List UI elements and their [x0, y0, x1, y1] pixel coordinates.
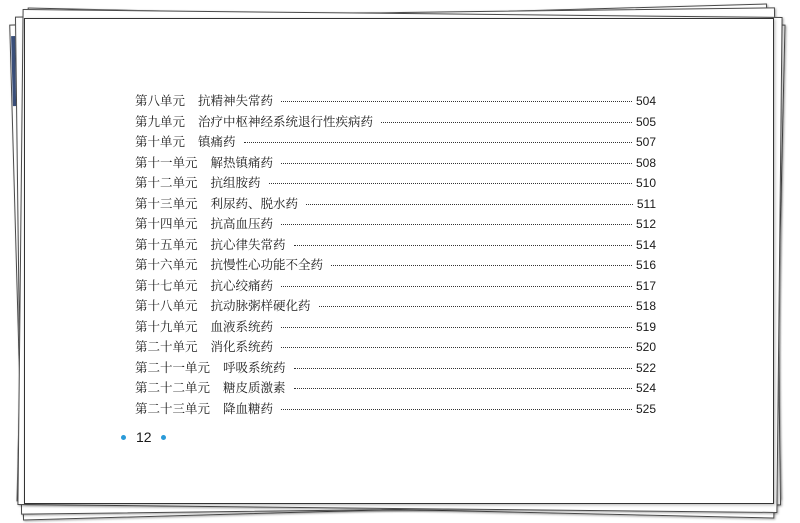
toc-entry[interactable] [135, 214, 656, 235]
toc-page-number: 505 [635, 114, 656, 129]
toc-dot-leader [244, 142, 632, 143]
toc-unit-label: 第十单元 [135, 134, 186, 149]
toc-unit-label: 第十九单元 [135, 318, 198, 334]
bullet-left-icon [121, 435, 126, 440]
toc-unit-label: 第十一单元 [135, 154, 198, 170]
toc-entry-title: 抗精神失常药 [198, 93, 274, 108]
toc-unit-label: 第二十三单元 [135, 400, 211, 416]
toc-entry[interactable] [135, 173, 656, 194]
toc-entry-title: 血液系统药 [210, 318, 274, 334]
toc-entry[interactable] [135, 194, 656, 215]
toc-unit-label: 第八单元 [135, 93, 186, 108]
toc-entry[interactable] [135, 132, 656, 153]
toc-unit-label: 第十八单元 [135, 298, 198, 313]
toc-entry[interactable] [135, 255, 656, 276]
toc-page-number: 504 [635, 94, 656, 108]
toc-unit-label: 第二十一单元 [135, 359, 211, 375]
toc-entry-title: 抗慢性心功能不全药 [210, 257, 324, 272]
toc-page-number: 510 [635, 176, 656, 190]
toc-entry-title: 降血糖药 [223, 400, 274, 416]
toc-entry-title: 镇痛药 [198, 134, 236, 149]
toc-page-number: 522 [635, 360, 656, 375]
toc-unit-label: 第二十单元 [135, 339, 198, 354]
toc-entry-title: 抗组胺药 [210, 175, 261, 190]
toc-entry-title: 抗高血压药 [210, 216, 274, 231]
toc-dot-leader [281, 163, 632, 164]
toc-page-number: 524 [635, 381, 656, 395]
toc-unit-label: 第十三单元 [135, 195, 198, 211]
toc-page-number: 517 [635, 278, 656, 293]
toc-entry[interactable] [135, 317, 656, 338]
toc-entry[interactable] [135, 91, 656, 112]
toc-entry-title: 呼吸系统药 [223, 359, 286, 375]
toc-entry-title: 糖皮质激素 [223, 380, 286, 395]
toc-entry[interactable] [135, 358, 656, 379]
toc-dot-leader [281, 101, 632, 102]
toc-page-number: 520 [635, 340, 656, 354]
toc-entry[interactable] [135, 276, 656, 297]
toc-entry[interactable] [135, 399, 656, 420]
toc-page-number: 516 [635, 258, 656, 272]
toc-entry[interactable] [135, 296, 656, 317]
toc-page-number: 518 [635, 299, 656, 313]
page-footer [121, 429, 166, 445]
toc-unit-label: 第二十二单元 [135, 380, 211, 395]
bullet-right-icon [161, 435, 166, 440]
toc-dot-leader [281, 409, 632, 410]
toc-entry[interactable] [135, 337, 656, 358]
toc-unit-label: 第十七单元 [135, 277, 198, 293]
toc-dot-leader [294, 368, 632, 369]
toc-dot-leader [294, 245, 632, 246]
toc-entry-title: 抗心绞痛药 [210, 277, 274, 293]
toc-entry-title: 抗心律失常药 [210, 236, 286, 252]
toc-unit-label: 第十六单元 [135, 257, 198, 272]
toc-entry-title: 解热镇痛药 [210, 154, 274, 170]
toc-page-number: 519 [635, 319, 656, 334]
toc-dot-leader [281, 347, 632, 348]
toc-entry[interactable] [135, 153, 656, 174]
toc-dot-leader [306, 204, 633, 205]
toc-page-number: 514 [635, 237, 656, 252]
toc-page-number: 507 [635, 135, 656, 149]
toc-unit-label: 第九单元 [135, 113, 186, 129]
toc-dot-leader [269, 183, 632, 184]
toc-entry-title: 治疗中枢神经系统退行性疾病药 [198, 113, 374, 129]
toc-entry[interactable] [135, 378, 656, 399]
toc-dot-leader [294, 388, 632, 389]
toc-page-number: 525 [635, 401, 656, 416]
table-of-contents [135, 91, 656, 419]
toc-dot-leader [381, 122, 632, 123]
toc-page-number: 511 [636, 196, 656, 211]
toc-unit-label: 第十五单元 [135, 236, 198, 252]
toc-entry[interactable] [135, 112, 656, 133]
toc-entry[interactable] [135, 235, 656, 256]
toc-dot-leader [319, 306, 632, 307]
toc-page-number: 512 [635, 217, 656, 231]
toc-dot-leader [281, 327, 632, 328]
toc-entry-title: 利尿药、脱水药 [210, 195, 299, 211]
toc-entry-title: 抗动脉粥样硬化药 [210, 298, 311, 313]
toc-dot-leader [281, 224, 632, 225]
toc-unit-label: 第十二单元 [135, 175, 198, 190]
toc-dot-leader [281, 286, 632, 287]
toc-page-number: 508 [635, 155, 656, 170]
page-number: 12 [136, 429, 152, 445]
toc-dot-leader [331, 265, 632, 266]
toc-entry-title: 消化系统药 [210, 339, 274, 354]
document-page [24, 18, 774, 504]
toc-unit-label: 第十四单元 [135, 216, 198, 231]
